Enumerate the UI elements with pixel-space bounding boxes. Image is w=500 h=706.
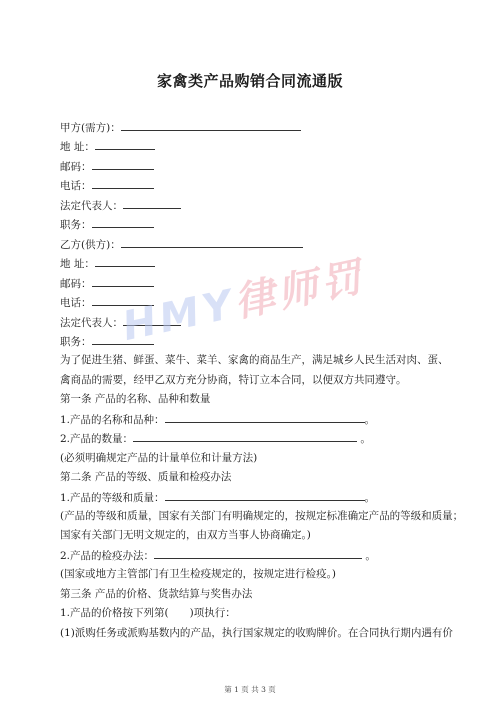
fill-in-blank — [95, 139, 155, 150]
contract-line — [60, 334, 154, 349]
line-text: 为了促进生猪、鲜蛋、菜牛、菜羊、家禽的商品生产，满足城乡人民生活对肉、蛋、 — [60, 354, 449, 367]
contract-line — [60, 315, 181, 330]
line-text: (1)派购任务或派购基数内的产品，执行国家规定的收购牌价。在合同执行期内遇有价 — [60, 626, 453, 639]
line-text: (必须明确规定产品的计量单位和计量方法) — [60, 451, 258, 464]
fill-in-blank — [92, 334, 154, 345]
contract-line — [60, 276, 154, 291]
fill-in-blank — [165, 490, 365, 501]
contract-line — [60, 237, 303, 252]
fill-in-blank — [121, 120, 301, 131]
fill-in-blank — [92, 159, 154, 170]
fill-in-blank — [123, 315, 181, 326]
contract-line — [60, 567, 336, 581]
line-text: 邮码： — [60, 277, 92, 290]
line-text: 1.产品的价格按下列第( )项执行： — [60, 607, 236, 620]
line-end-punct: 。 — [362, 549, 376, 562]
line-end-punct: 。 — [357, 433, 371, 446]
line-text: (国家或地方主管部门有卫生检疫规定的，按规定进行检疫。) — [60, 568, 336, 581]
watermark: HMY律师罚 — [118, 253, 370, 351]
contract-line — [60, 490, 375, 505]
contract-line — [60, 159, 154, 174]
contract-line — [60, 373, 407, 387]
line-text: 1.产品的名称和品种： — [60, 413, 165, 426]
contract-line — [60, 120, 301, 135]
fill-in-blank — [92, 276, 154, 287]
line-text: 地 址： — [60, 258, 95, 271]
contract-line — [60, 451, 257, 465]
line-text: 法定代表人： — [60, 199, 123, 212]
fill-in-blank — [133, 431, 357, 442]
line-text: 电话： — [60, 180, 92, 193]
contract-line — [60, 626, 453, 640]
line-end-punct: 。 — [364, 413, 376, 426]
fill-in-blank — [154, 548, 362, 559]
line-text: 职务： — [60, 335, 92, 348]
fill-in-blank — [92, 178, 154, 189]
contract-line — [60, 470, 231, 484]
line-text: 1.产品的等级和质量： — [60, 491, 165, 504]
fill-in-blank — [95, 256, 155, 267]
contract-line — [60, 178, 154, 193]
line-text: 甲方(需方)： — [60, 122, 121, 134]
line-text: 国家有关部门无明文规定的，由双方当事人协商确定。) — [60, 529, 311, 542]
line-text: (产品的等级和质量，国家有关部门有明确规定的，按规定标准确定产品的等级和质量； — [60, 510, 464, 522]
contract-line — [60, 528, 311, 542]
line-text: 乙方(供方)： — [60, 238, 121, 251]
line-text: 地 址： — [60, 141, 95, 154]
fill-in-blank — [123, 198, 181, 209]
line-text: 禽商品的需要，经甲乙双方充分协商，特订立本合同，以便双方共同遵守。 — [60, 373, 407, 386]
contract-line — [60, 606, 236, 620]
line-text: 电话： — [60, 297, 92, 310]
page-footer: 第 1 页 共 3 页 — [224, 685, 276, 694]
contract-line — [60, 587, 252, 601]
contract-line — [60, 217, 154, 232]
contract-line — [60, 139, 155, 154]
contract-line — [60, 412, 375, 427]
fill-in-blank — [165, 412, 365, 423]
contract-line — [60, 431, 371, 446]
contract-line — [60, 295, 154, 310]
contract-line — [60, 353, 449, 367]
line-text: 第二条 产品的等级、质量和检疫办法 — [60, 471, 232, 484]
contract-line — [60, 548, 376, 563]
line-text: 邮码： — [60, 160, 92, 173]
contract-line — [60, 256, 155, 271]
fill-in-blank — [92, 217, 154, 228]
line-text: 法定代表人： — [60, 316, 123, 329]
line-text: 第一条 产品的名称、品种和数量 — [60, 393, 211, 406]
contract-line — [60, 509, 463, 523]
page-title: 家禽类产品购销合同流通版 — [156, 72, 343, 90]
contract-line — [60, 392, 210, 406]
line-text: 第三条 产品的价格、货款结算与奖售办法 — [60, 587, 253, 600]
line-end-punct: 。 — [364, 491, 376, 504]
line-text: 2.产品的检疫办法： — [60, 549, 155, 562]
contract-line — [60, 198, 181, 213]
line-text: 职务： — [60, 219, 92, 232]
line-text: 2.产品的数量： — [60, 433, 134, 446]
fill-in-blank — [92, 295, 154, 306]
fill-in-blank — [121, 237, 303, 248]
